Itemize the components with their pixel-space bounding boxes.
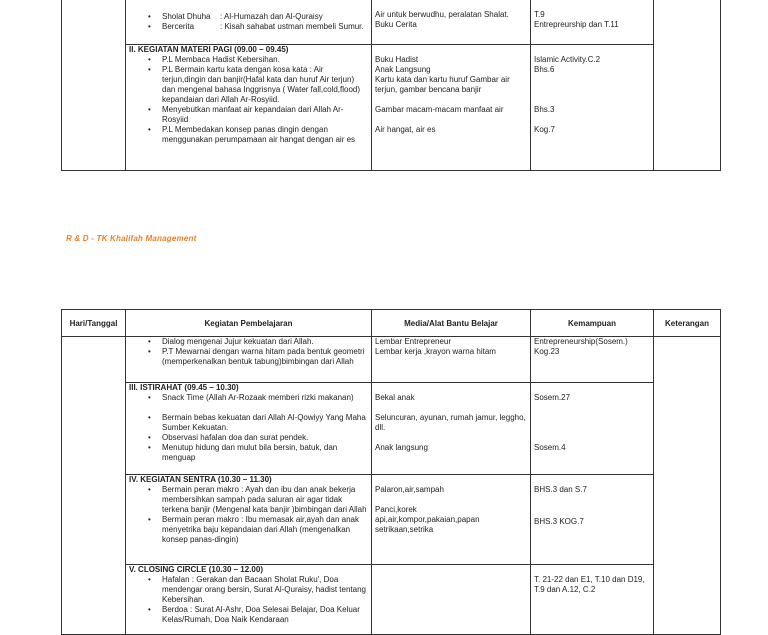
kegiatan-cell	[126, 383, 372, 475]
media-text: Buku Hadist	[375, 55, 419, 64]
kemampuan-text: BHS.3 dan S.7	[534, 485, 587, 494]
media-text: Anak langsung	[375, 443, 428, 452]
kegiatan-cell	[126, 475, 372, 565]
header-media: Media/Alat Bantu Belajar	[372, 310, 531, 337]
media-text: Lembar kerja ,krayon warna hitam	[375, 347, 496, 356]
kemampuan-text: Bhs.6	[534, 65, 555, 74]
activity-table-page1	[61, 0, 721, 171]
kemampuan-cell	[531, 0, 654, 45]
list-item: • Bermain peran makro : Ayah dan ibu dan anak bekerja membersihkan sampah pada saluran air agar tidak terkena banjir (Mengenal kata banjir )bimbingan dari Allah	[148, 485, 371, 515]
list-item: • Sholat Dhuha : Al-Humazah dan Al-Quraisy	[148, 12, 371, 22]
header-kemampuan: Kemampuan	[531, 310, 654, 337]
kegiatan-cell	[126, 565, 372, 635]
media-cell	[372, 337, 531, 383]
media-text: api,air,kompor,pakaian,papan	[375, 515, 480, 524]
section-title: V. CLOSING CIRCLE (10.30 – 12.00)	[129, 565, 263, 574]
kemampuan-text: Entrepreneurship(Sosem.)	[534, 337, 628, 346]
kemampuan-text: Bhs.3	[534, 105, 555, 114]
kemampuan-text: Sosem.4	[534, 443, 566, 452]
media-text: Air untuk berwudhu, peralatan Shalat.	[375, 10, 509, 19]
kegiatan-cell	[126, 45, 372, 171]
list-item: • P.L Membedakan konsep panas dingin dengan menggunakan perumpamaan air hangat dengan air es	[148, 125, 371, 145]
kemampuan-text: BHS.3 KOG.7	[534, 517, 584, 526]
media-text: Bekal anak	[375, 393, 415, 402]
footer-brand: R & D - TK Khalifah Management	[66, 234, 197, 243]
header-keterangan: Keterangan	[654, 310, 721, 337]
keterangan-cell	[654, 0, 721, 171]
header-kegiatan: Kegiatan Pembelajaran	[126, 310, 372, 337]
list-item: • Bermain bebas kekuatan dari Allah Al-Qowiyy Yang Maha Sumber Kekuatan.	[148, 413, 371, 433]
table-row	[62, 475, 721, 565]
kemampuan-text: Entrepreurship dan T.11	[534, 20, 619, 29]
media-text: Gambar macam-macam manfaat air	[375, 105, 504, 114]
list-item: • Dialog mengenai Jujur kekuatan dari Allah.	[148, 337, 371, 347]
list-item: • Menyebutkan manfaat air kepandaian dari Allah Ar-Rosyiid	[148, 105, 371, 125]
kemampuan-text: T.9 dan A.12, C.2	[534, 585, 596, 594]
media-text: setrikaan,setrika	[375, 525, 434, 534]
section-title: IV. KEGIATAN SENTRA (10.30 – 11.30)	[129, 475, 272, 484]
keterangan-cell	[654, 337, 721, 635]
kegiatan-cell	[126, 0, 372, 45]
list-item: • Bercerita : Kisah sahabat ustman membeli Sumur.	[148, 22, 371, 32]
media-cell	[372, 383, 531, 475]
media-text: Kartu kata dan kartu huruf Gambar air terjun, gambar bencana banjir	[375, 75, 510, 94]
kemampuan-cell	[531, 475, 654, 565]
table-row	[62, 337, 721, 383]
media-cell	[372, 475, 531, 565]
media-cell	[372, 45, 531, 171]
list-item: • Berdoa : Surat Al-Ashr, Doa Selesai Belajar, Doa Keluar Kelas/Rumah, Doa Naik Kendaraan	[148, 605, 371, 625]
list-item: • P.L Membaca Hadist Kebersihan.	[148, 55, 371, 65]
activity-table-page2	[61, 309, 721, 635]
media-text: Air hangat, air es	[375, 125, 436, 134]
list-item: • Menutup hidung dan mulut bila bersin, batuk, dan menguap	[148, 443, 371, 463]
kemampuan-text: Kog.7	[534, 125, 555, 134]
kegiatan-cell	[126, 337, 372, 383]
kemampuan-cell	[531, 383, 654, 475]
media-text: Lembar Entrepreneur	[375, 337, 452, 346]
kemampuan-text: Islamic Activity.C.2	[534, 55, 601, 64]
list-item: • Observasi hafalan doa dan surat pendek.	[148, 433, 371, 443]
hari-cell	[62, 0, 126, 171]
media-text: Anak Langsung	[375, 65, 431, 74]
kemampuan-cell	[531, 337, 654, 383]
list-item: • Snack Time (Allah Ar-Rozaak memberi rizki makanan)	[148, 393, 371, 403]
section-title: III. ISTIRAHAT (09.45 – 10.30)	[129, 383, 239, 392]
header-hari: Hari/Tanggal	[62, 310, 126, 337]
kemampuan-cell	[531, 45, 654, 171]
media-cell	[372, 0, 531, 45]
media-text: Seluncuran, ayunan, rumah jamur, leggho, dll.	[375, 413, 526, 432]
table-row	[62, 565, 721, 635]
media-text: Panci,korek	[375, 505, 417, 514]
media-text: Buku Cerita	[375, 20, 417, 29]
table-row	[62, 45, 721, 171]
list-item: • P.T Mewarnai dengan warna hitam pada bentuk geometri (memperkenalkan bentuk tabung)bimbingan dari Allah	[148, 347, 371, 367]
media-cell	[372, 565, 531, 635]
kemampuan-text: T.9	[534, 10, 545, 19]
media-text: Palaron,air,sampah	[375, 485, 444, 494]
list-item: • Hafalan : Gerakan dan Bacaan Sholat Ruku', Doa mendengar orang bersin, Surat Al-Quraisy, hadist tentang Kebersihan.	[148, 575, 371, 605]
header-row	[62, 310, 721, 337]
table-row	[62, 383, 721, 475]
hari-cell	[62, 337, 126, 635]
section-title: II. KEGIATAN MATERI PAGI (09.00 – 09.45)	[129, 45, 289, 54]
kemampuan-cell	[531, 565, 654, 635]
kemampuan-text: T. 21-22 dan E1, T.10 dan D19,	[534, 575, 645, 584]
list-item: • P.L Bermain kartu kata dengan kosa kata : Air terjun,dingin dan banjir(Hafal kata dan huruf Air terjun) dan mengenal bahasa Inggrisnya ( Water fall,cold,flood) kepandaian dari Allah Ar-Rosyiid.	[148, 65, 371, 105]
kemampuan-text: Sosem.27	[534, 393, 571, 402]
kemampuan-text: Kog.23	[534, 347, 560, 356]
table-row	[62, 0, 721, 45]
list-item: • Bermain peran makro : Ibu memasak air,ayah dan anak menyetrika baju kepandaian dari Allah (mengenalkan konsep panas-dingin)	[148, 515, 371, 545]
